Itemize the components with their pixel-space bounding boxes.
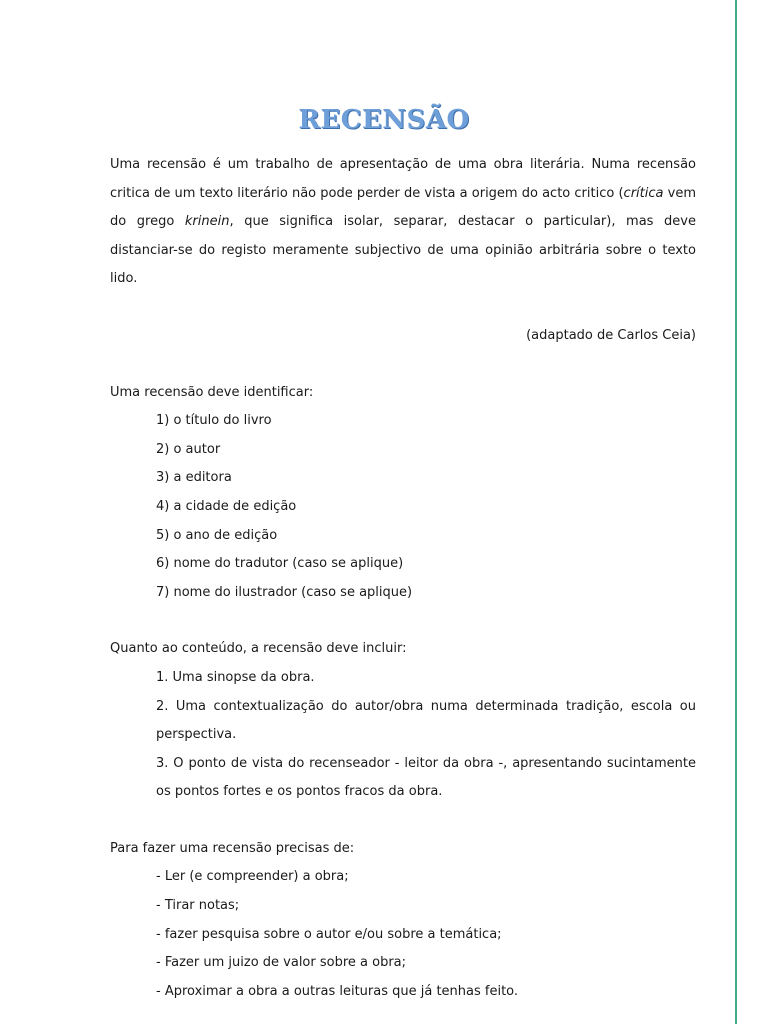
identify-item: 1) o título do livro <box>156 413 272 429</box>
content-item: 2. Uma contextualização do autor/obra numa determinada tradição, escola ou perspectiva. <box>156 698 696 743</box>
content-item: 3. O ponto de vista do recenseador - leitor da obra -, apresentando sucintamente os pontos fortes e os pontos fracos da obra. <box>156 755 696 800</box>
intro-term-krinein: krinein <box>184 214 230 230</box>
identify-item: 2) o autor <box>156 441 221 457</box>
identify-item: 3) a editora <box>156 470 232 486</box>
identify-heading: Uma recensão deve identificar: <box>110 384 314 400</box>
content-heading: Quanto ao conteúdo, a recensão deve incluir: <box>110 641 407 657</box>
steps-item: - Aproximar a obra a outras leituras que já tenhas feito. <box>156 983 519 999</box>
document-body <box>110 151 696 1006</box>
identify-item: 6) nome do tradutor (caso se aplique) <box>156 556 404 572</box>
steps-item: - Ler (e compreender) a obra; <box>156 869 349 885</box>
intro-term-critica: crítica <box>623 185 664 201</box>
attribution: (adaptado de Carlos Ceia) <box>526 327 696 343</box>
intro-text-1: Uma recensão é um trabalho de apresentação de uma obra literária. Numa recensão critica de um texto literário não pode perder de vista a origem do acto critico ( <box>110 157 696 201</box>
identify-item: 5) o ano de edição <box>156 527 278 543</box>
steps-heading: Para fazer uma recensão precisas de: <box>110 840 355 856</box>
identify-item: 7) nome do ilustrador (caso se aplique) <box>156 584 413 600</box>
intro-text-2: vem do grego <box>110 185 696 230</box>
spacer <box>110 607 696 635</box>
identify-item: 4) a cidade de edição <box>156 498 297 514</box>
steps-item: - Fazer um juizo de valor sobre a obra; <box>156 955 407 971</box>
content-item: 1. Uma sinopse da obra. <box>156 669 315 685</box>
intro-text-3: , que significa isolar, separar, destacar o particular), mas deve distanciar-se do registo meramente subjectivo de uma opinião arbitrária sobre o texto lido. <box>110 214 696 287</box>
steps-item: - fazer pesquisa sobre o autor e/ou sobre a temática; <box>156 926 502 942</box>
spacer <box>110 351 696 379</box>
steps-item: - Tirar notas; <box>156 898 240 914</box>
page-title: RECENSÃO <box>298 105 470 136</box>
spacer <box>110 807 696 835</box>
intro-paragraph <box>110 151 696 294</box>
page-edge-line <box>735 0 737 1024</box>
